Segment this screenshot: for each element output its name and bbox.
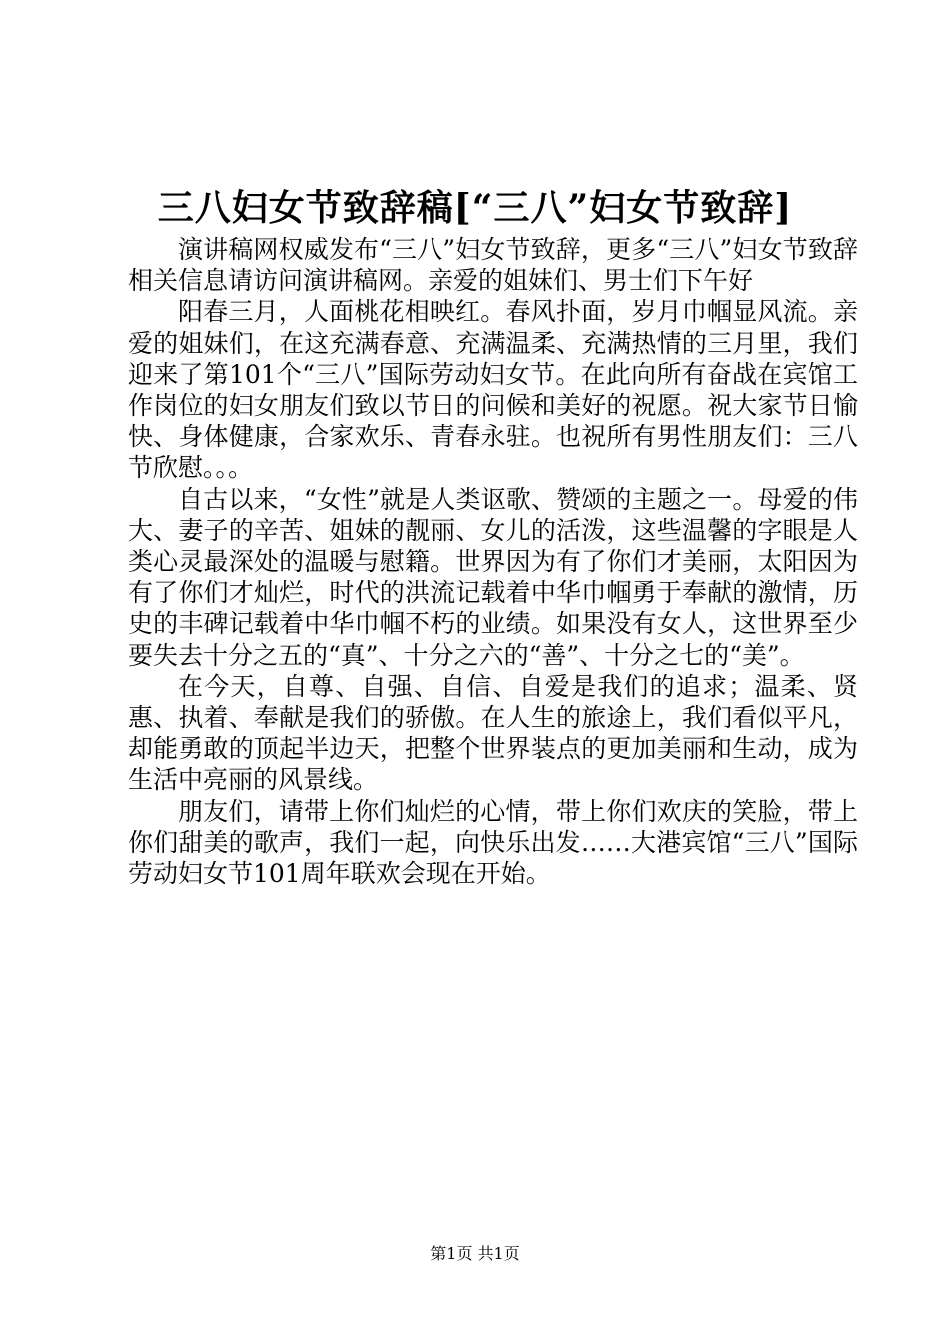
document-body bbox=[128, 234, 858, 889]
paragraph-women-praise: 自古以来，“女性”就是人类讴歌、赞颂的主题之一。母爱的伟大、妻子的辛苦、姐妹的靓丽、女儿的活泼，这些温馨的字眼是人类心灵最深处的温暖与慰籍。世界因为有了你们才美丽，太阳因为有了你们才灿烂，时代的洪流记载着中华巾帼勇于奉献的激情，历史的丰碑记载着中华巾帼不朽的业绩。如果没有女人，这世界至少要失去十分之五的“真”、十分之六的“善”、十分之七的“美”。 bbox=[128, 484, 858, 670]
paragraph-pursuit: 在今天，自尊、自强、自信、自爱是我们的追求；温柔、贤惠、执着、奉献是我们的骄傲。在人生的旅途上，我们看似平凡，却能勇敢的顶起半边天，把整个世界装点的更加美丽和生动，成为生活中亮丽的风景线。 bbox=[128, 671, 858, 795]
paragraph-closing: 朋友们，请带上你们灿烂的心情，带上你们欢庆的笑脸，带上你们甜美的歌声，我们一起，向快乐出发……大港宾馆“三八”国际劳动妇女节101周年联欢会现在开始。 bbox=[128, 796, 858, 889]
paragraph-intro: 演讲稿网权威发布“三八”妇女节致辞，更多“三八”妇女节致辞相关信息请访问演讲稿网。亲爱的姐妹们、男士们下午好 bbox=[128, 235, 858, 296]
paragraph-greeting: 阳春三月，人面桃花相映红。春风扑面，岁月巾帼显风流。亲爱的姐妹们，在这充满春意、充满温柔、充满热情的三月里，我们迎来了第101个“三八”国际劳动妇女节。在此向所有奋战在宾馆工作岗位的妇女朋友们致以节日的问候和美好的祝愿。祝大家节日愉快、身体健康，合家欢乐、青春永驻。也祝所有男性朋友们：三八节欣慰。。。 bbox=[128, 297, 858, 483]
page-number-footer: 第1页 共1页 bbox=[430, 1244, 520, 1263]
document-title: 三八妇女节致辞稿[“三八”妇女节致辞] bbox=[157, 187, 793, 229]
